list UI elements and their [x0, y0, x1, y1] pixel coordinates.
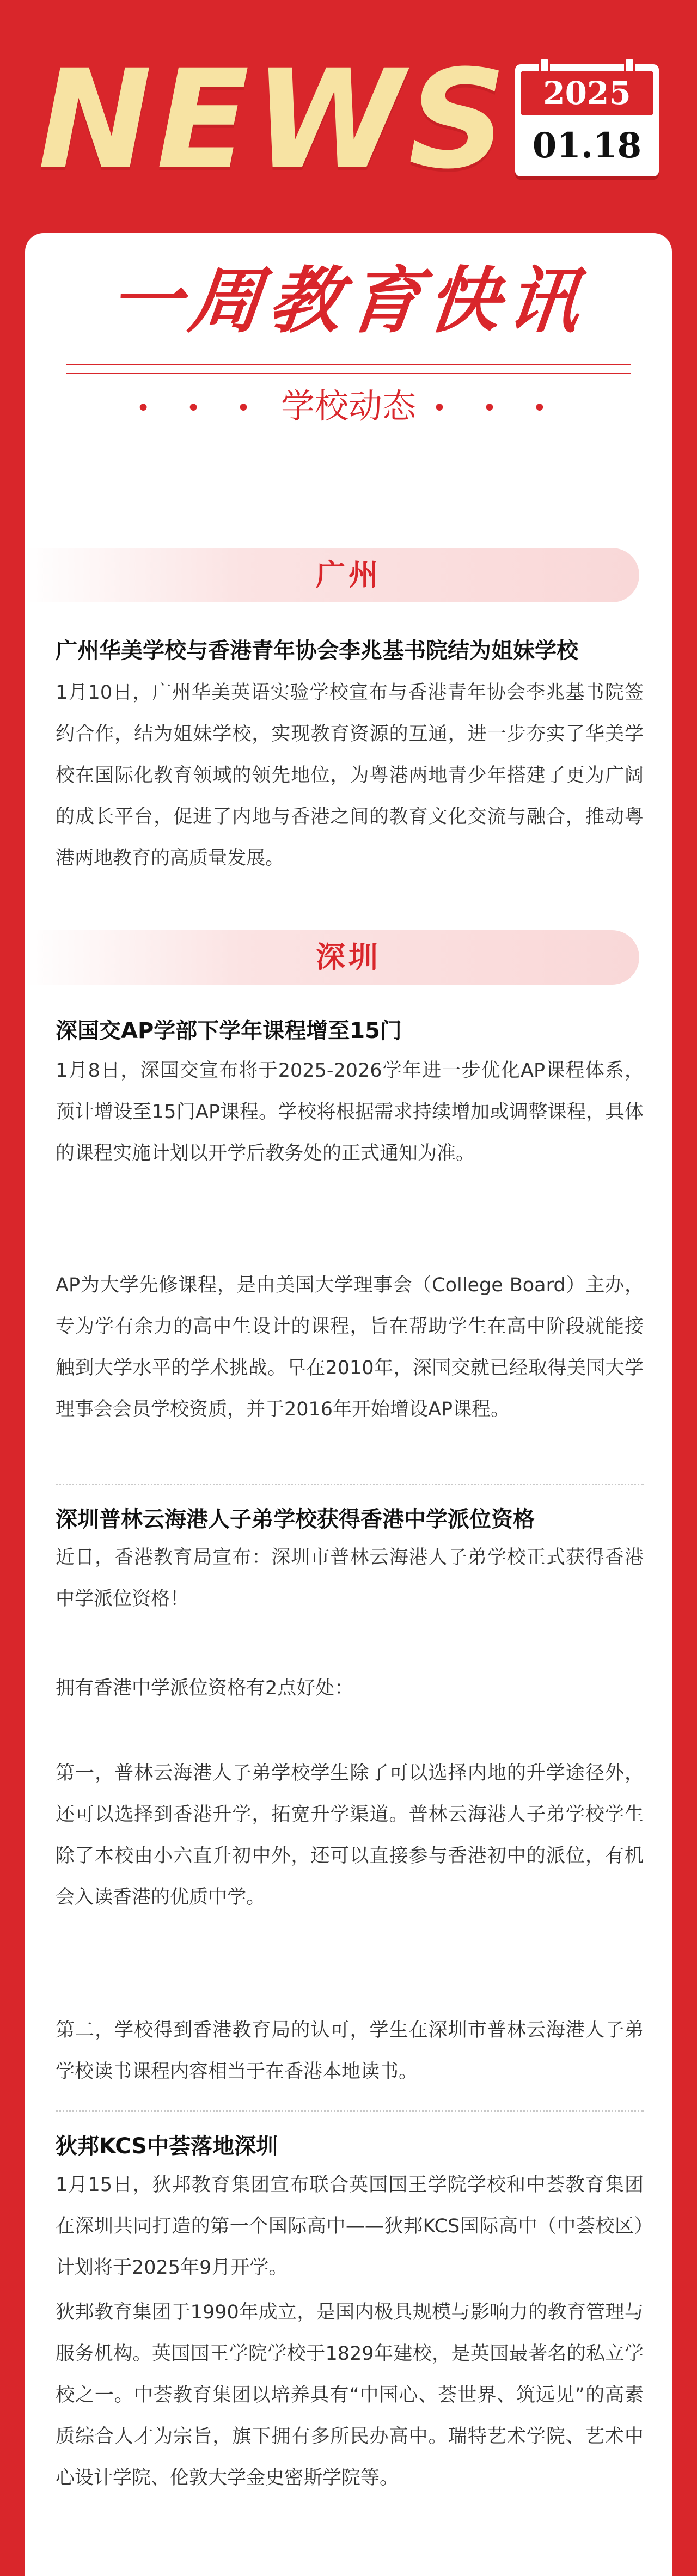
section-heading: [25, 379, 672, 436]
section-title: 学校动态: [280, 386, 416, 426]
article-paragraph: 第二，学校得到香港教育局的认可，学生在深圳市普林云海港人子弟学校读书课程内容相当于在香港本地读书。: [56, 2019, 644, 2083]
article-paragraph: AP为大学先修课程，是由美国大学理事会（College Board）主办，专为学有余力的高中生设计的课程，旨在帮助学生在高中阶段就能接触到大学水平的学术挑战。早在2010年，深国交就已经取得美国大学理事会会员学校资质，并于2016年开始增设AP课程。: [56, 1274, 644, 1420]
city-label: 广州: [316, 558, 381, 592]
article-divider: [56, 1484, 644, 1485]
article-paragraph: 第一，普林云海港人子弟学校学生除了可以选择内地的升学途径外，还可以选择到香港升学，拓宽升学渠道。普林云海港人子弟学校学生除了本校由小六直升初中外，还可以直接参与香港初中的派位，有机会入读香港的优质中学。: [56, 1762, 644, 1908]
article-paragraph: 1月8日，深国交宣布将于2025-2026学年进一步优化AP课程体系，预计增设至15门AP课程。学校将根据需求持续增加或调整课程，具体的课程实施计划以开学后教务处的正式通知为准。: [56, 1060, 644, 1164]
date-calendar-badge: [515, 64, 659, 176]
title-divider-top: [66, 364, 631, 365]
article-paragraph: 狄邦教育集团于1990年成立，是国内极具规模与影响力的教育管理与服务机构。英国国王学院学校于1829年建校，是英国最著名的私立学校之一。中荟教育集团以培养具有“中国心、荟世界、筑远见”的高素质综合人才为宗旨，旗下拥有多所民办高中。瑞特艺术学院、艺术中心设计学院、伦敦大学金史密斯学院等。: [56, 2302, 644, 2489]
news-wordmark: NEWS: [38, 40, 511, 199]
article-title: 狄邦KCS中荟落地深圳: [56, 2134, 278, 2159]
article-paragraph: 1月15日，狄邦教育集团宣布联合英国国王学院学校和中荟教育集团在深圳共同打造的第一个国际高中——狄邦KCS国际高中（中荟校区）计划将于2025年9月开学。: [56, 2174, 644, 2279]
city-banner-guangzhou: [25, 548, 639, 602]
calendar-date: 01.18: [532, 125, 642, 166]
article-paragraph: 1月10日，广州华美英语实验学校宣布与香港青年协会李兆基书院签约合作，结为姐妹学校，实现教育资源的互通，进一步夯实了华美学校在国际化教育领域的领先地位，为粤港两地青少年搭建了更为广阔的成长平台，促进了内地与香港之间的教育文化交流与融合，推动粤港两地教育的高质量发展。: [56, 682, 644, 869]
article-title: 广州华美学校与香港青年协会李兆基书院结为姐妹学校: [56, 638, 578, 663]
city-label: 深圳: [316, 940, 381, 974]
news-card: [25, 233, 672, 2576]
article-title: 深国交AP学部下学年课程增至15门: [56, 1018, 402, 1043]
calendar-year: 2025: [521, 71, 653, 115]
title-divider-bottom: [66, 373, 631, 374]
header-banner: [0, 0, 697, 234]
article-paragraph: 拥有香港中学派位资格有2点好处：: [56, 1677, 354, 1699]
article-title: 深圳普林云海港人子弟学校获得香港中学派位资格: [56, 1507, 535, 1532]
article-divider: [56, 2110, 644, 2112]
article-paragraph: 近日，香港教育局宣布：深圳市普林云海港人子弟学校正式获得香港中学派位资格！: [56, 1547, 644, 1610]
page-title: 一周教育快讯: [105, 259, 592, 343]
dots-decoration-left: • • •: [136, 394, 265, 422]
city-banner-shenzhen: [25, 930, 639, 985]
dots-decoration-right: • • •: [432, 394, 561, 422]
